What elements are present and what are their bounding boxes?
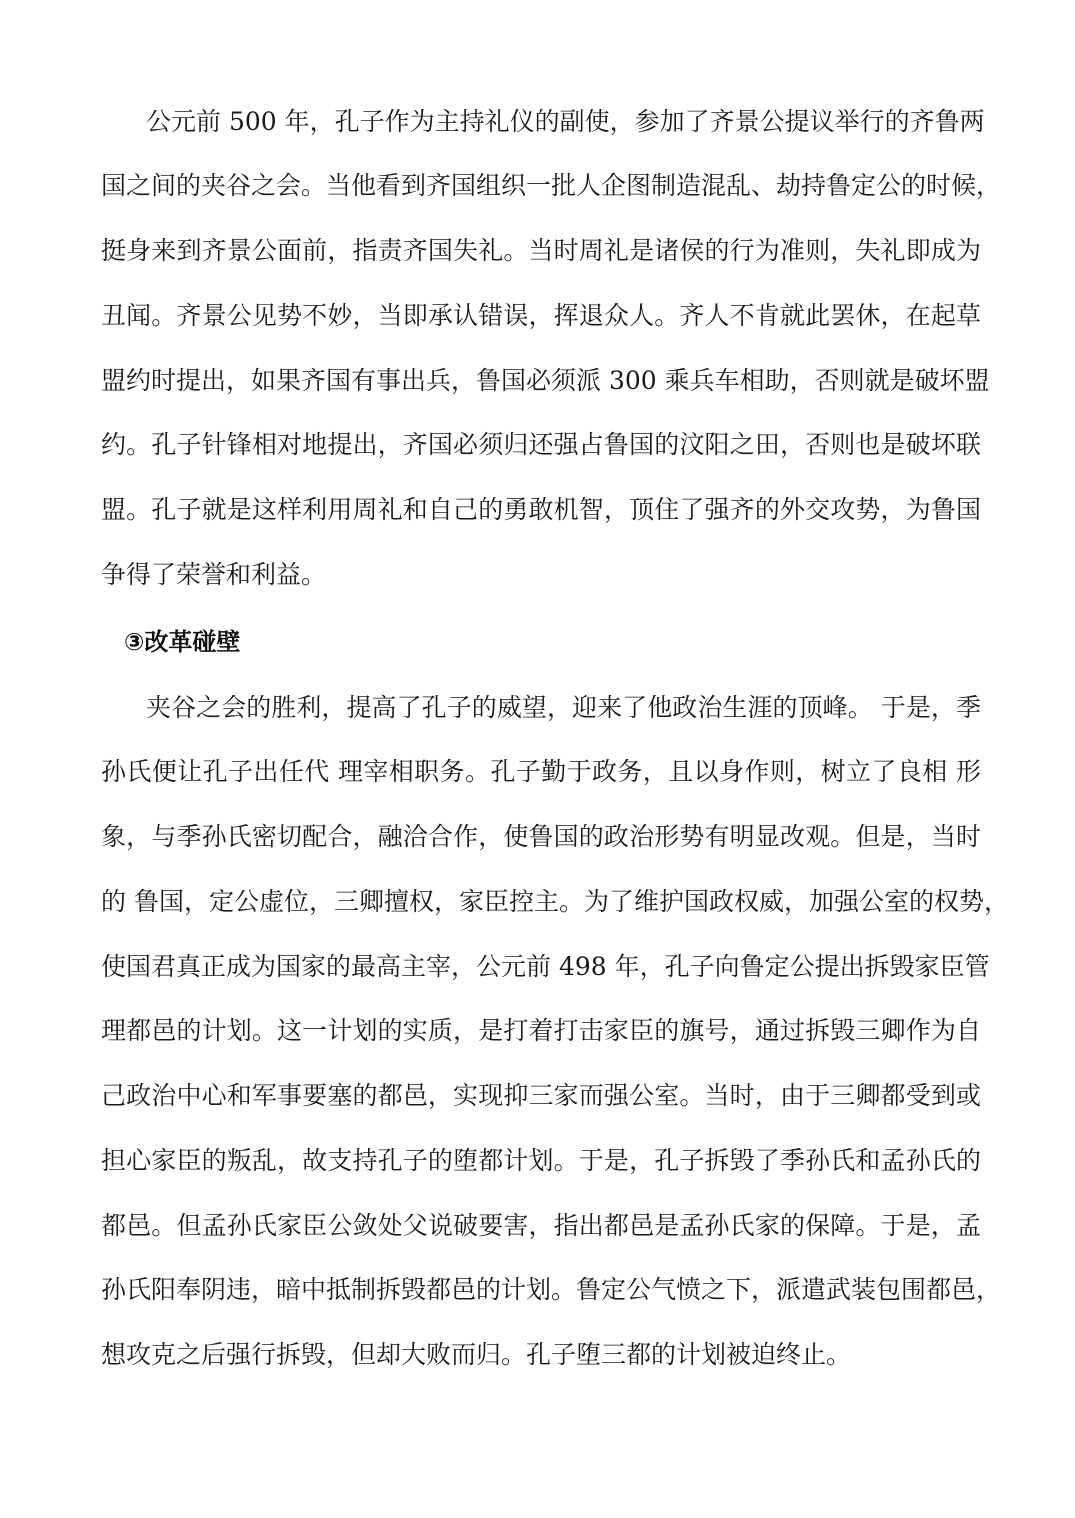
paragraph-1-line-6: 约。孔子针锋相对地提出，齐国必须归还强占鲁国的汶阳之田，否则也是破坏联 [101, 430, 981, 459]
paragraph-1-line-1: 公元前 500 年，孔子作为主持礼仪的副使，参加了齐景公提议举行的齐鲁两 [146, 107, 985, 136]
paragraph-2-line-9: 都邑。但孟孙氏家臣公敛处父说破要害，指出都邑是孟孙氏家的保障。于是，孟 [101, 1211, 981, 1240]
paragraph-2-line-6: 理都邑的计划。这一计划的实质，是打着打击家臣的旗号，通过拆毁三卿作为自 [101, 1016, 981, 1045]
paragraph-2-line-5: 使国君真正成为国家的最高主宰，公元前 498 年，孔子向鲁定公提出拆毁家臣管 [101, 952, 990, 981]
paragraph-2-line-10: 孙氏阳奉阴违，暗中抵制拆毁都邑的计划。鲁定公气愤之下，派遣武装包围都邑， [101, 1275, 1002, 1304]
paragraph-2-line-8: 担心家臣的叛乱，故支持孔子的堕都计划。于是，孔子拆毁了季孙氏和孟孙氏的 [101, 1146, 981, 1175]
paragraph-2-line-4: 的 鲁国，定公虚位，三卿擅权，家臣控主。为了维护国政权威，加强公室的权势， [101, 887, 1009, 916]
section-heading: ③改革碰壁 [124, 628, 241, 656]
paragraph-2-line-2: 孙氏便让孔子出任代 理宰相职务。孔子勤于政务，且以身作则，树立了良相 形 [101, 757, 981, 786]
paragraph-1-line-2: 国之间的夹谷之会。当他看到齐国组织一批人企图制造混乱、劫持鲁定公的时候， [101, 171, 1002, 200]
paragraph-1-line-5: 盟约时提出，如果齐国有事出兵，鲁国必须派 300 乘兵车相助，否则就是破坏盟 [101, 366, 990, 395]
paragraph-2-line-11: 想攻克之后强行拆毁，但却大败而归。孔子堕三都的计划被迫终止。 [101, 1340, 852, 1369]
paragraph-2-line-7: 己政治中心和军事要塞的都邑，实现抑三家而强公室。当时，由于三卿都受到或 [101, 1081, 981, 1110]
paragraph-1-line-4: 丑闻。齐景公见势不妙，当即承认错误，挥退众人。齐人不肯就此罢休，在起草 [101, 301, 981, 330]
paragraph-1-line-3: 挺身来到齐景公面前，指责齐国失礼。当时周礼是诸侯的行为准则，失礼即成为 [101, 236, 981, 265]
paragraph-1-line-8: 争得了荣誉和利益。 [101, 560, 327, 589]
paragraph-2-line-3: 象，与季孙氏密切配合，融洽合作，使鲁国的政治形势有明显改观。但是，当时 [101, 822, 981, 851]
paragraph-2-line-1: 夹谷之会的胜利，提高了孔子的威望，迎来了他政治生涯的顶峰。 于是，季 [146, 693, 981, 722]
paragraph-1-line-7: 盟。孔子就是这样利用周礼和自己的勇敢机智，顶住了强齐的外交攻势，为鲁国 [101, 495, 981, 524]
